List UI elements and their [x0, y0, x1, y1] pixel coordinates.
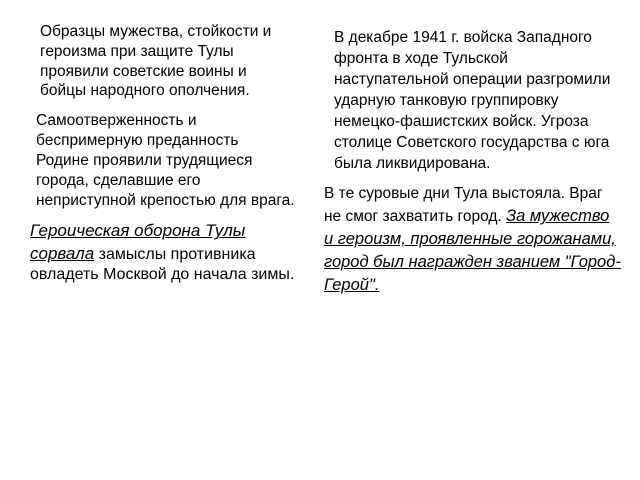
right-emphasis-text: За мужество и героизм, проявленные горожанами, город был награжден званием "Город-Герой".	[324, 207, 621, 295]
left-text-column	[30, 0, 295, 295]
right-paragraph-2-lead: В те суровые дни Тула выстояла. Враг не смог захватить город.	[324, 185, 603, 226]
left-paragraph-1: Образцы мужества, стойкости и героизма при защите Тулы проявили советские воины и бойцы народного ополчения.	[40, 23, 272, 100]
right-paragraph-1: В декабре 1941 г. войска Западного фронта в ходе Тульской наступательной операции разгромили ударную танковую группировку немецко-фашистских войск. Угроза столице Советского государства с юга была ликвидирована.	[334, 29, 611, 172]
left-emphasis-text: Героическая оборона Тулы сорвала	[30, 221, 246, 263]
right-text-column	[322, 0, 622, 307]
left-paragraph-3	[30, 220, 295, 284]
left-paragraph-3-rest: замыслы противника овладеть Москвой до начала зимы.	[30, 245, 295, 283]
right-paragraph-2	[322, 184, 622, 297]
left-paragraph-2: Самоотверженность и беспримерную преданность Родине проявили трудящиеся города, сделавшие его неприступной крепостью для врага.	[36, 112, 295, 209]
